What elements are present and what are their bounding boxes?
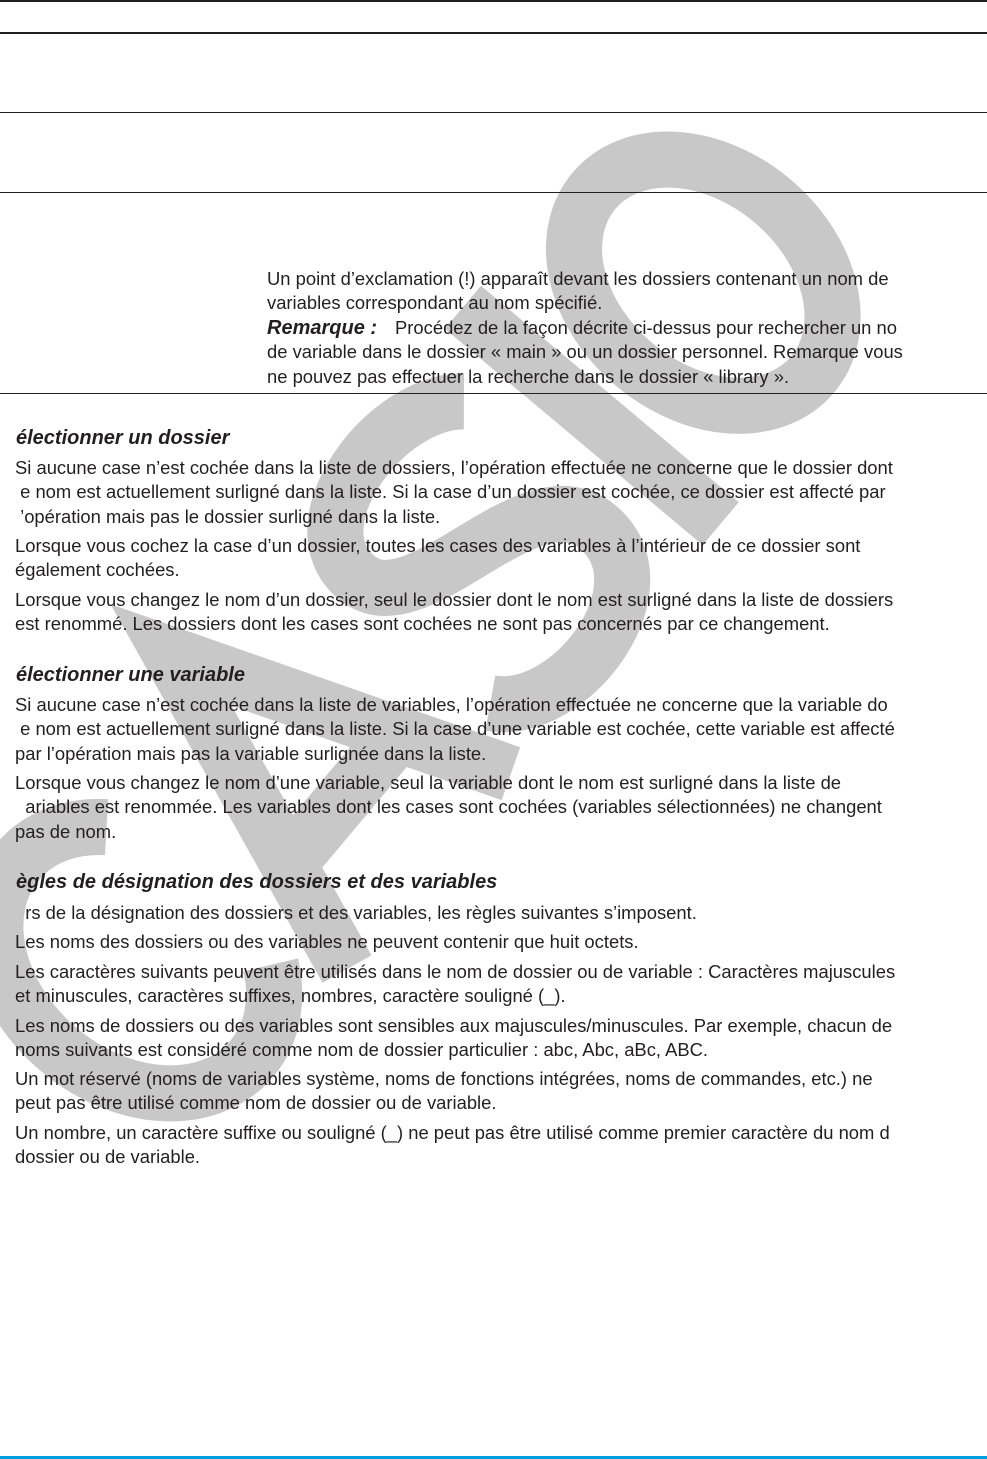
text-line: ne pouvez pas effectuer la recherche dans le dossier « library ». <box>267 365 790 387</box>
text-line: Si aucune case n’est cochée dans la liste de variables, l’opération effectuée ne concerne que la variable do <box>15 694 888 715</box>
text-line: Lorsque vous changez le nom d’un dossier, seul le dossier dont le nom est surligné dans la liste de dossiers <box>15 589 894 610</box>
text-line: Un nombre, un caractère suffixe ou souligné (_) ne peut pas être utilisé comme premier caractère du nom d <box>15 1122 890 1143</box>
table-row-divider <box>0 32 987 34</box>
table-bottom-rule <box>0 393 987 394</box>
text-line: Les noms des dossiers ou des variables ne peuvent contenir que huit octets. <box>15 931 639 952</box>
text-line: Lorsque vous cochez la case d’un dossier, toutes les cases des variables à l’intérieur de ce dossier sont <box>15 535 861 556</box>
paragraph <box>15 1014 892 1063</box>
text-line: Lorsque vous changez le nom d’une variable, seul la variable dont le nom est surligné dans la liste de <box>15 772 842 793</box>
paragraph <box>15 930 639 954</box>
text-line: e nom est actuellement surligné dans la liste. Si la case d’une variable est cochée, cette variable est affecté <box>15 718 895 740</box>
text-line: de variable dans le dossier « main » ou un dossier personnel. Remarque vous <box>267 341 903 363</box>
text-line: ’opération mais pas le dossier surligné dans la liste. <box>15 505 441 527</box>
text-line: est renommé. Les dossiers dont les cases sont cochées ne sont pas concernés par ce changement. <box>15 613 830 635</box>
paragraph <box>15 534 860 583</box>
text-line: dossier ou de variable. <box>15 1146 201 1168</box>
table-row-divider <box>0 192 987 193</box>
text-line: Les caractères suivants peuvent être utilisés dans le nom de dossier ou de variable : Caractères majuscules <box>15 961 896 982</box>
section-heading: électionner une variable <box>16 664 245 686</box>
text-line: Un point d’exclamation (!) apparaît devant les dossiers contenant un nom de <box>267 268 889 289</box>
paragraph <box>15 960 895 1009</box>
text-line: Un mot réservé (noms de variables système, noms de fonctions intégrées, noms de commandes, etc.) ne <box>15 1068 873 1089</box>
remark-label: Remarque : <box>267 316 378 339</box>
text-line: également cochées. <box>15 559 180 581</box>
text-line: variables correspondant au nom spécifié. <box>267 292 603 314</box>
text-line: Si aucune case n’est cochée dans la liste de dossiers, l’opération effectuée ne concerne que le dossier dont <box>15 457 893 478</box>
text-line: e nom est actuellement surligné dans la liste. Si la case d’un dossier est cochée, ce dossier est affecté par <box>15 481 886 503</box>
text-line: par l’opération mais pas la variable surlignée dans la liste. <box>15 742 487 764</box>
text-line: Procédez de la façon décrite ci-dessus pour rechercher un no <box>395 316 897 338</box>
table-top-rule <box>0 0 987 2</box>
paragraph <box>15 771 882 844</box>
paragraph <box>15 693 895 766</box>
text-line: noms suivants est considéré comme nom de dossier particulier : abc, Abc, aBc, ABC. <box>15 1039 709 1061</box>
text-line: ariables est renommée. Les variables dont les cases sont cochées (variables sélectionnées) ne changent <box>15 796 882 818</box>
paragraph <box>15 588 893 637</box>
text-line: rs de la désignation des dossiers et des variables, les règles suivantes s’imposent. <box>15 902 697 923</box>
paragraph <box>15 1121 890 1170</box>
section-heading: électionner un dossier <box>16 427 230 449</box>
text-line: et minuscules, caractères suffixes, nombres, caractère souligné (_). <box>15 985 566 1007</box>
paragraph <box>15 901 697 925</box>
paragraph <box>15 1067 873 1116</box>
table-row-divider <box>0 112 987 113</box>
text-line: peut pas être utilisé comme nom de dossier ou de variable. <box>15 1092 497 1114</box>
table-cell-text <box>267 267 903 389</box>
text-line: Les noms de dossiers ou des variables sont sensibles aux majuscules/minuscules. Par exemple, chacun de <box>15 1015 893 1036</box>
remark-line <box>267 316 903 340</box>
text-line: pas de nom. <box>15 820 117 842</box>
section-heading: ègles de désignation des dossiers et des variables <box>16 871 498 893</box>
paragraph <box>15 456 893 529</box>
